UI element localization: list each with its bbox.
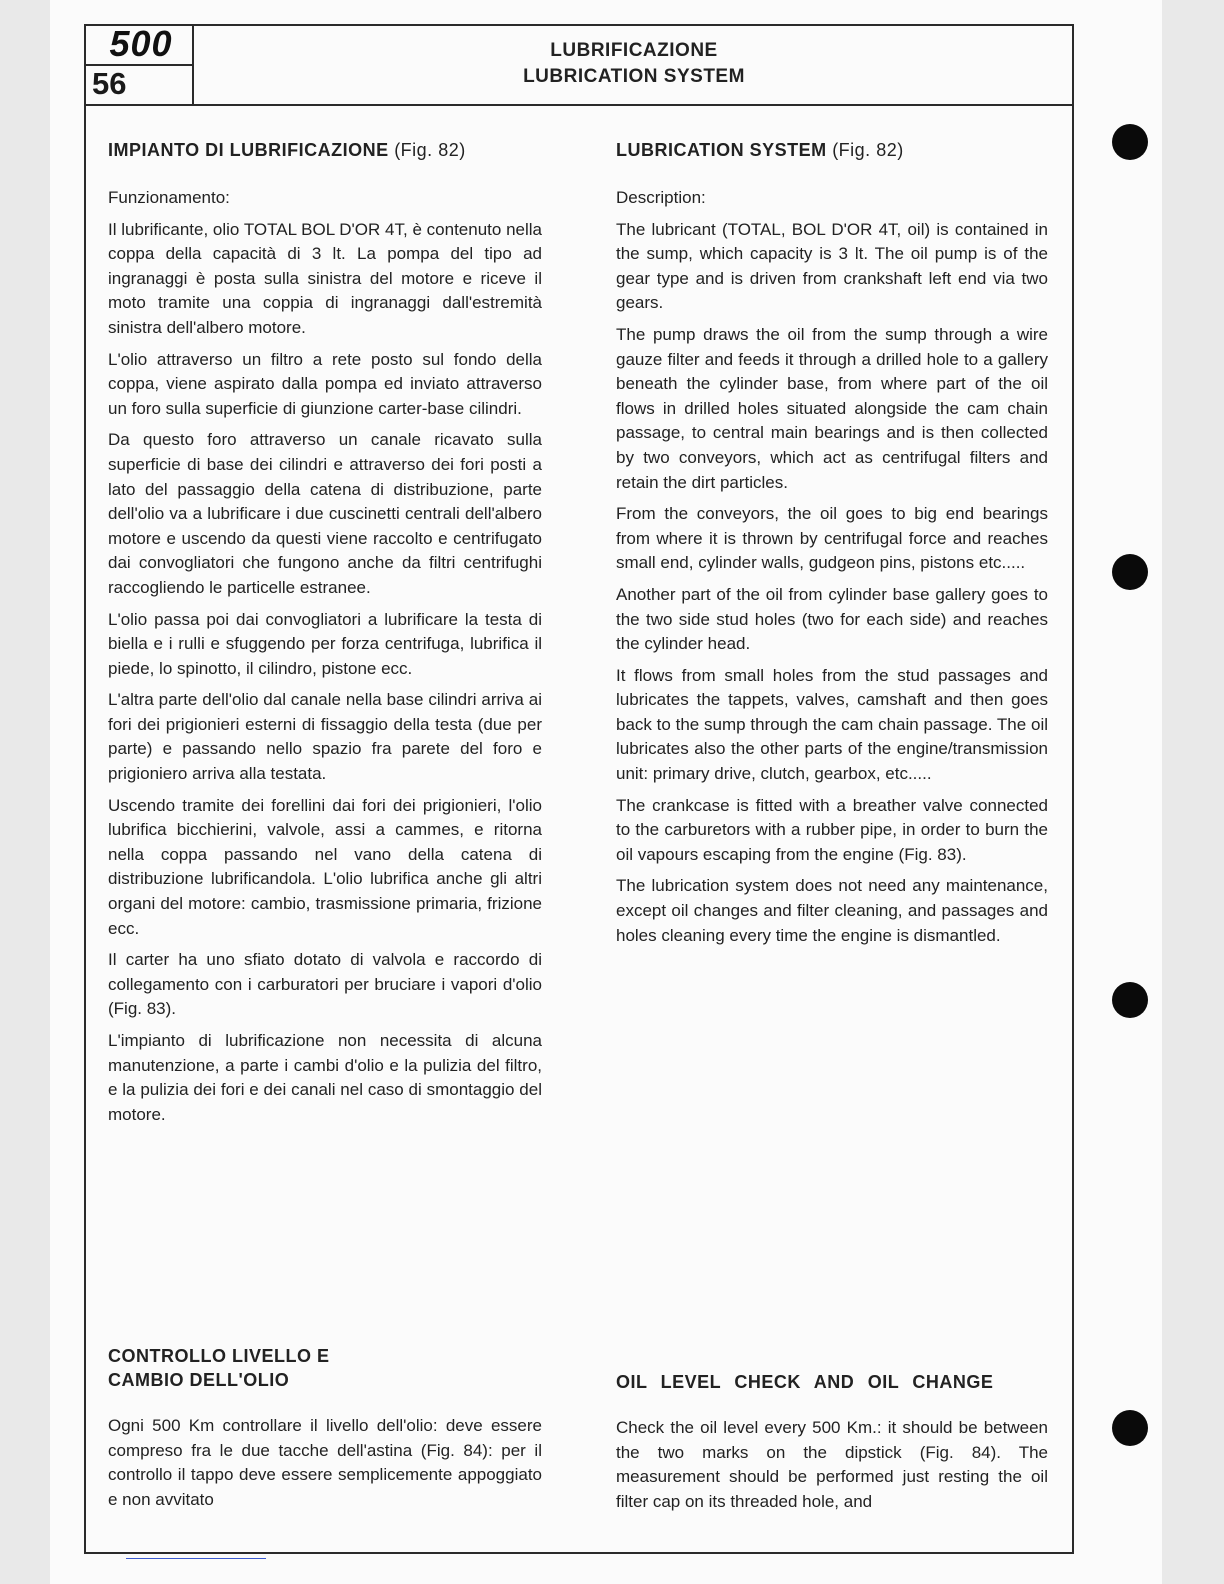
english-oil-check-section <box>616 1370 1048 1521</box>
oil-check-heading-italian <box>108 1344 542 1392</box>
paragraph: Il lubrificante, olio TOTAL BOL D'OR 4T, è contenuto nella coppa della capacità di 3 lt. La pompa del tipo ad ingranaggi è posta sulla sinistra del motore e riceve il moto tramite una coppia di ingranaggi dall'estremità sinistra dell'albero motore. <box>108 219 542 337</box>
heading-text: IMPIANTO DI LUBRIFICAZIONE <box>108 140 389 160</box>
paragraph: The lubricant (TOTAL, BOL D'OR 4T, oil) is contained in the sump, which capacity is 3 lt. The oil pump is of the gear type and is driven from crankshaft left end via two gears. <box>616 219 1048 313</box>
header-title-english: LUBRICATION SYSTEM <box>523 66 745 87</box>
oil-check-text-english: Check the oil level every 500 Km.: it should be between the two marks on the dipstick (Fig. 84). The measurement should be performed just resting the oil filter cap on its threaded hole, and <box>616 1418 1048 1511</box>
paragraph: The crankcase is fitted with a breather valve connected to the carburetors with a rubber pipe, in order to burn the oil vapours escaping from the engine (Fig. 83). <box>616 795 1048 864</box>
paragraph: Da questo foro attraverso un canale ricavato sulla superficie di base dei cilindri e attraverso dei fori posti a lato del passaggio della catena di distribuzione, parte dell'olio va a lubrificare i due cuscinetti centrali dell'albero motore e uscendo da questi viene raccolto e centrifugato dai convogliatori che fungono anche da filtri centrifughi raccogliendo le particelle estranee. <box>108 430 542 597</box>
paragraph: L'olio attraverso un filtro a rete posto sul fondo della coppa, viene aspirato dalla pompa ed inviato attraverso un foro sulla superficie di giunzione carter-base cilindri. <box>108 349 542 418</box>
heading-line: CONTROLLO LIVELLO E <box>108 1346 330 1366</box>
english-column <box>616 138 1048 955</box>
paragraph: L'altra parte dell'olio dal canale nella base cilindri arriva ai fori dei prigionieri esterni di fissaggio della testa (due per parte) e passando nello spazio fra parete del foro e prigioniero arriva alla testata. <box>108 690 542 784</box>
brand-logo <box>96 26 186 62</box>
oil-check-heading-english: OIL LEVEL CHECK AND OIL CHANGE <box>616 1372 994 1392</box>
logo-box <box>84 24 194 106</box>
header-title-italian: LUBRIFICAZIONE <box>550 40 718 61</box>
paragraph: It flows from small holes from the stud passages and lubricates the tappets, valves, camshaft and then goes back to the sump through the cam chain passage. The oil lubricates also the other parts of the engine/transmission unit: primary drive, clutch, gearbox, etc..... <box>616 665 1048 784</box>
header-divider <box>84 104 1074 106</box>
section-heading-italian <box>108 138 542 162</box>
oil-check-text-italian: Ogni 500 Km controllare il livello dell'olio: deve essere compreso fra le due tacche dell'astina (Fig. 84): per il controllo il tappo deve essere semplicemente appoggiato e non avvitato <box>108 1416 542 1509</box>
section-heading-english <box>616 138 1048 162</box>
page-number: 56 <box>92 66 127 101</box>
scan-artifact-line <box>126 1558 266 1559</box>
punch-hole <box>1112 1410 1148 1446</box>
italian-column <box>108 138 542 1134</box>
punch-hole <box>1112 554 1148 590</box>
paragraph: From the conveyors, the oil goes to big end bearings from where it is thrown by centrifugal force and reaches small end, cylinder walls, gudgeon pins, pistons etc..... <box>616 504 1048 573</box>
heading-figure-ref: (Fig. 82) <box>394 140 466 160</box>
paragraph: Uscendo tramite dei forellini dai fori dei prigionieri, l'olio lubrifica bicchierini, valvole, assi a cammes, e ritorna nella coppa passando nel vano della catena di distribuzione lubrificandola. L'olio lubrifica anche gli altri organi del motore: cambio, trasmissione primaria, frizione ecc. <box>108 795 542 938</box>
italian-oil-check-section <box>108 1344 542 1519</box>
heading-line: CAMBIO DELL'OLIO <box>108 1370 290 1390</box>
paragraph: Another part of the oil from cylinder base gallery goes to the two side stud holes (two for each side) and reaches the cylinder head. <box>616 584 1048 654</box>
heading-figure-ref: (Fig. 82) <box>832 140 904 160</box>
paragraph: The lubrication system does not need any maintenance, except oil changes and filter cleaning, and passages and holes cleaning every time the engine is dismantled. <box>616 876 1048 945</box>
paragraph: Il carter ha uno sfiato dotato di valvola e raccordo di collegamento con i carburatori per bruciare i vapori d'olio (Fig. 83). <box>108 950 542 1019</box>
paragraph: L'impianto di lubrificazione non necessita di alcuna manutenzione, a parte i cambi d'olio e la pulizia del filtro, e la pulizia dei fori e dei canali nel caso di smontaggio del motore. <box>108 1031 542 1124</box>
page-header-titles <box>194 38 1074 90</box>
punch-hole <box>1112 982 1148 1018</box>
svg-text:500: 500 <box>109 26 173 62</box>
paragraph: The pump draws the oil from the sump through a wire gauze filter and feeds it through a drilled hole to a gallery beneath the cylinder base, from where part of the oil flows in drilled holes situated alongside the cam chain passage, to central main bearings and is then collected by two conveyors, which act as centrifugal filters and retain the dirt particles. <box>616 324 1048 492</box>
subheading-functioning: Funzionamento: <box>108 188 230 207</box>
subheading-description: Description: <box>616 188 706 207</box>
paragraph: L'olio passa poi dai convogliatori a lubrificare la testa di biella e i rulli e sfuggendo per forza centrifuga, lubrifica il piede, lo spinotto, il cilindro, pistone ecc. <box>108 609 542 678</box>
punch-hole <box>1112 124 1148 160</box>
heading-text: LUBRICATION SYSTEM <box>616 140 827 160</box>
